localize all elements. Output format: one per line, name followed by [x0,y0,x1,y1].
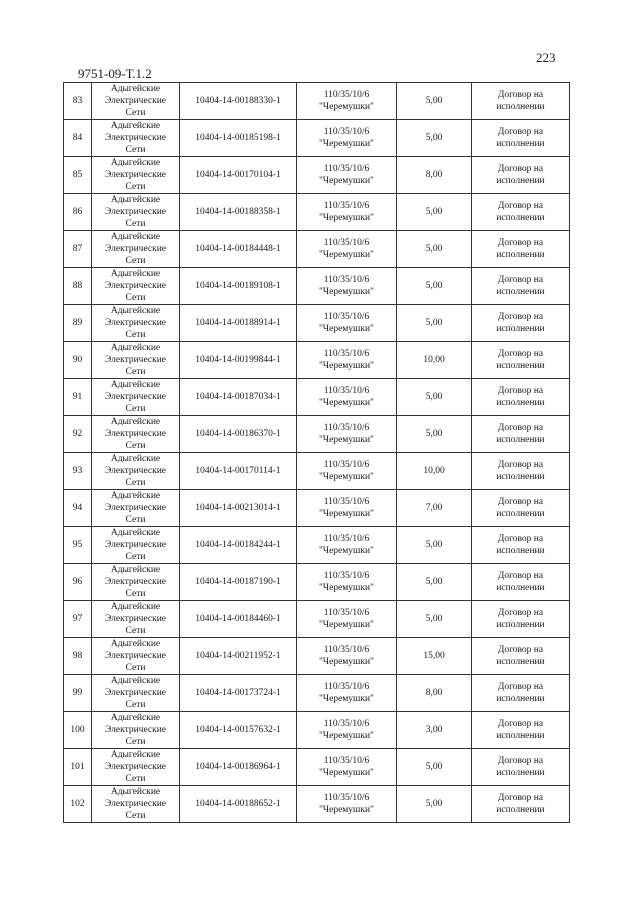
organization-cell: Адыгейские Электрические Сети [92,83,180,120]
organization-cell: Адыгейские Электрические Сети [92,157,180,194]
table-row [64,675,570,712]
application-id-cell: 10404-14-00170114-1 [180,453,297,490]
row-number-cell: 84 [64,120,92,157]
organization-cell: Адыгейские Электрические Сети [92,453,180,490]
table-row [64,379,570,416]
connection-register-table [63,82,570,823]
status-cell: Договор на исполнении [472,268,570,305]
status-cell: Договор на исполнении [472,194,570,231]
row-number-cell: 86 [64,194,92,231]
power-cell: 10,00 [397,453,472,490]
row-number-cell: 91 [64,379,92,416]
application-id-cell: 10404-14-00184244-1 [180,527,297,564]
status-cell: Договор на исполнении [472,157,570,194]
power-cell: 5,00 [397,120,472,157]
row-number-cell: 92 [64,416,92,453]
substation-cell: 110/35/10/6 "Черемушки" [297,120,397,157]
power-cell: 5,00 [397,231,472,268]
table-row [64,712,570,749]
power-cell: 8,00 [397,675,472,712]
table-body [64,83,570,823]
table-row [64,416,570,453]
table-row [64,157,570,194]
substation-cell: 110/35/10/6 "Черемушки" [297,342,397,379]
substation-cell: 110/35/10/6 "Черемушки" [297,157,397,194]
substation-cell: 110/35/10/6 "Черемушки" [297,564,397,601]
row-number-cell: 93 [64,453,92,490]
table-row [64,527,570,564]
substation-cell: 110/35/10/6 "Черемушки" [297,712,397,749]
organization-cell: Адыгейские Электрические Сети [92,749,180,786]
organization-cell: Адыгейские Электрические Сети [92,712,180,749]
row-number-cell: 83 [64,83,92,120]
application-id-cell: 10404-14-00173724-1 [180,675,297,712]
organization-cell: Адыгейские Электрические Сети [92,638,180,675]
substation-cell: 110/35/10/6 "Черемушки" [297,675,397,712]
power-cell: 5,00 [397,601,472,638]
table-row [64,564,570,601]
organization-cell: Адыгейские Электрические Сети [92,231,180,268]
status-cell: Договор на исполнении [472,786,570,823]
power-cell: 10,00 [397,342,472,379]
row-number-cell: 90 [64,342,92,379]
substation-cell: 110/35/10/6 "Черемушки" [297,416,397,453]
power-cell: 5,00 [397,564,472,601]
row-number-cell: 98 [64,638,92,675]
power-cell: 5,00 [397,379,472,416]
power-cell: 5,00 [397,786,472,823]
power-cell: 5,00 [397,416,472,453]
application-id-cell: 10404-14-00211952-1 [180,638,297,675]
application-id-cell: 10404-14-00187190-1 [180,564,297,601]
table-row [64,194,570,231]
organization-cell: Адыгейские Электрические Сети [92,305,180,342]
organization-cell: Адыгейские Электрические Сети [92,490,180,527]
application-id-cell: 10404-14-00213014-1 [180,490,297,527]
substation-cell: 110/35/10/6 "Черемушки" [297,453,397,490]
status-cell: Договор на исполнении [472,416,570,453]
power-cell: 5,00 [397,527,472,564]
status-cell: Договор на исполнении [472,120,570,157]
status-cell: Договор на исполнении [472,453,570,490]
substation-cell: 110/35/10/6 "Черемушки" [297,231,397,268]
power-cell: 15,00 [397,638,472,675]
status-cell: Договор на исполнении [472,379,570,416]
organization-cell: Адыгейские Электрические Сети [92,675,180,712]
organization-cell: Адыгейские Электрические Сети [92,601,180,638]
substation-cell: 110/35/10/6 "Черемушки" [297,83,397,120]
row-number-cell: 100 [64,712,92,749]
row-number-cell: 96 [64,564,92,601]
power-cell: 8,00 [397,157,472,194]
application-id-cell: 10404-14-00186370-1 [180,416,297,453]
row-number-cell: 89 [64,305,92,342]
substation-cell: 110/35/10/6 "Черемушки" [297,527,397,564]
table-row [64,305,570,342]
table-row [64,342,570,379]
application-id-cell: 10404-14-00186964-1 [180,749,297,786]
table-row [64,268,570,305]
application-id-cell: 10404-14-00184448-1 [180,231,297,268]
status-cell: Договор на исполнении [472,342,570,379]
table-row [64,453,570,490]
page-number: 223 [536,50,556,65]
organization-cell: Адыгейские Электрические Сети [92,379,180,416]
application-id-cell: 10404-14-00199844-1 [180,342,297,379]
substation-cell: 110/35/10/6 "Черемушки" [297,379,397,416]
substation-cell: 110/35/10/6 "Черемушки" [297,601,397,638]
status-cell: Договор на исполнении [472,527,570,564]
application-id-cell: 10404-14-00188652-1 [180,786,297,823]
power-cell: 5,00 [397,194,472,231]
application-id-cell: 10404-14-00188914-1 [180,305,297,342]
organization-cell: Адыгейские Электрические Сети [92,564,180,601]
power-cell: 5,00 [397,268,472,305]
table-row [64,601,570,638]
application-id-cell: 10404-14-00188330-1 [180,83,297,120]
status-cell: Договор на исполнении [472,231,570,268]
row-number-cell: 101 [64,749,92,786]
organization-cell: Адыгейские Электрические Сети [92,268,180,305]
power-cell: 7,00 [397,490,472,527]
substation-cell: 110/35/10/6 "Черемушки" [297,194,397,231]
application-id-cell: 10404-14-00170104-1 [180,157,297,194]
power-cell: 5,00 [397,83,472,120]
substation-cell: 110/35/10/6 "Черемушки" [297,638,397,675]
substation-cell: 110/35/10/6 "Черемушки" [297,305,397,342]
row-number-cell: 102 [64,786,92,823]
power-cell: 3,00 [397,712,472,749]
substation-cell: 110/35/10/6 "Черемушки" [297,268,397,305]
table-row [64,120,570,157]
table-row [64,231,570,268]
application-id-cell: 10404-14-00188358-1 [180,194,297,231]
substation-cell: 110/35/10/6 "Черемушки" [297,786,397,823]
table-row [64,83,570,120]
organization-cell: Адыгейские Электрические Сети [92,416,180,453]
application-id-cell: 10404-14-00157632-1 [180,712,297,749]
organization-cell: Адыгейские Электрические Сети [92,786,180,823]
organization-cell: Адыгейские Электрические Сети [92,194,180,231]
application-id-cell: 10404-14-00189108-1 [180,268,297,305]
table-row [64,490,570,527]
status-cell: Договор на исполнении [472,305,570,342]
row-number-cell: 99 [64,675,92,712]
status-cell: Договор на исполнении [472,601,570,638]
row-number-cell: 87 [64,231,92,268]
power-cell: 5,00 [397,305,472,342]
power-cell: 5,00 [397,749,472,786]
status-cell: Договор на исполнении [472,490,570,527]
row-number-cell: 95 [64,527,92,564]
table-row [64,638,570,675]
application-id-cell: 10404-14-00184460-1 [180,601,297,638]
organization-cell: Адыгейские Электрические Сети [92,342,180,379]
substation-cell: 110/35/10/6 "Черемушки" [297,490,397,527]
substation-cell: 110/35/10/6 "Черемушки" [297,749,397,786]
application-id-cell: 10404-14-00185198-1 [180,120,297,157]
status-cell: Договор на исполнении [472,83,570,120]
status-cell: Договор на исполнении [472,638,570,675]
row-number-cell: 94 [64,490,92,527]
document-code: 9751-09-Т.1.2 [78,66,152,81]
row-number-cell: 88 [64,268,92,305]
row-number-cell: 85 [64,157,92,194]
status-cell: Договор на исполнении [472,675,570,712]
table-row [64,749,570,786]
row-number-cell: 97 [64,601,92,638]
status-cell: Договор на исполнении [472,712,570,749]
status-cell: Договор на исполнении [472,749,570,786]
status-cell: Договор на исполнении [472,564,570,601]
organization-cell: Адыгейские Электрические Сети [92,527,180,564]
organization-cell: Адыгейские Электрические Сети [92,120,180,157]
table-row [64,786,570,823]
application-id-cell: 10404-14-00187034-1 [180,379,297,416]
